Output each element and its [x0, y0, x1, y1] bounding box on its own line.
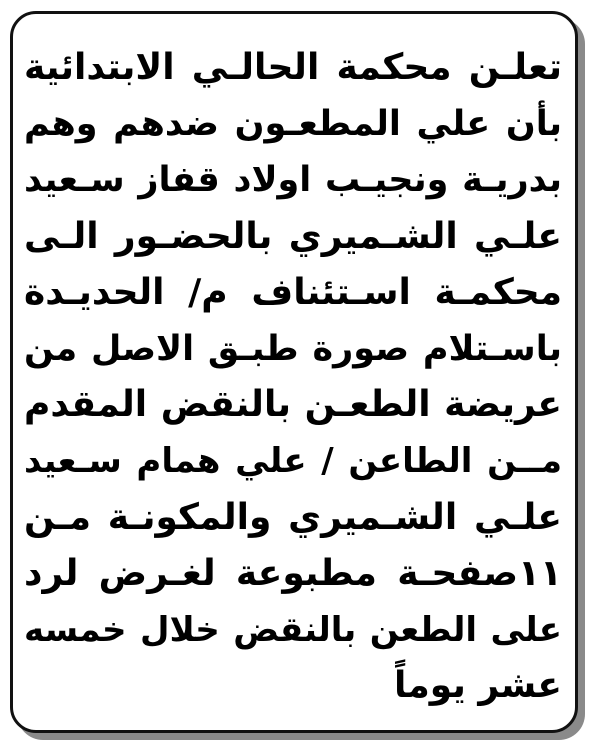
- notice-line: علـي الشـميري بالحضـور الـى: [24, 215, 562, 257]
- notice-line: على الطعن بالنقض خلال خمسه: [24, 610, 562, 651]
- notice-body: [24, 40, 562, 714]
- notice-line: عريضة الطعـن بالنقض المقدم: [24, 384, 562, 426]
- notice-line: علـي الشـميري والمكونـة مـن: [24, 496, 562, 538]
- notice-line: ١١صفحـة مطبوعة لغـرض لرد: [24, 552, 562, 594]
- notice-line: باسـتلام صورة طبـق الاصل من: [24, 329, 562, 370]
- notice-line: مــن الطاعن / علي همام سـعيد: [24, 441, 562, 482]
- notice-line: بأن علي المطعـون ضدهم وهم: [24, 104, 562, 145]
- notice-line: بدريـة ونجيـب اولاد قفاز سـعيد: [24, 160, 562, 201]
- notice-line: تعلـن محكمة الحالـي الابتدائية: [24, 47, 562, 88]
- notice-line: محكمـة اسـتئناف م/ الحديـدة: [24, 271, 562, 313]
- notice-line: عشر يوماً: [393, 665, 562, 707]
